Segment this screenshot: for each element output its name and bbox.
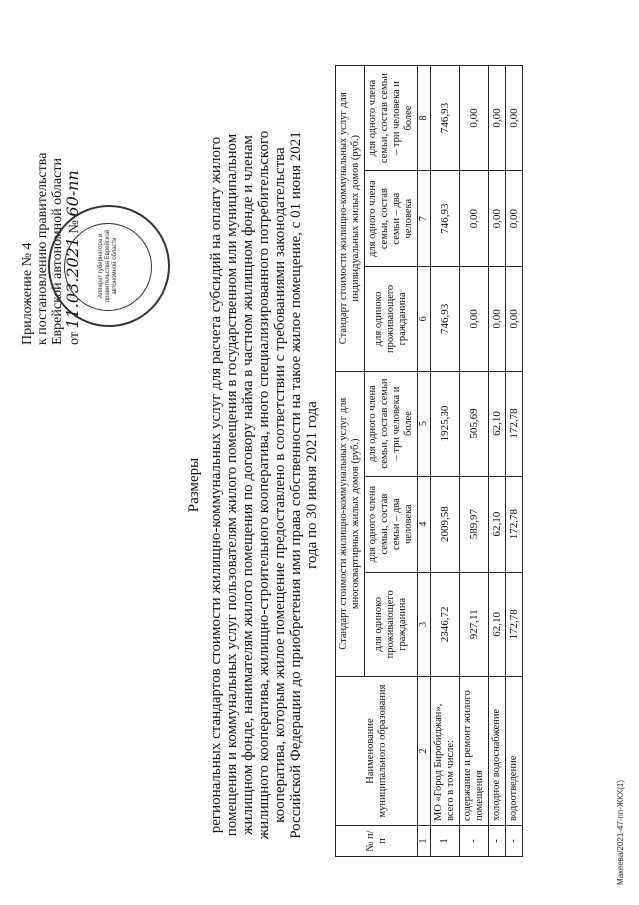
value-cell: 62,10	[489, 572, 506, 676]
value-cell: 62,10	[489, 371, 506, 476]
appendix-line-3: Еврейской автономной области	[50, 158, 65, 345]
value-cell: 0,00	[506, 171, 523, 267]
value-cell: 589,97	[460, 476, 489, 572]
header-name: Наименование муниципального образования	[336, 677, 418, 826]
value-cell: 0,00	[460, 267, 489, 371]
subheader-5: для одного члена семьи, состав семьи – два человека	[365, 171, 418, 267]
subheader-3: для одного члена семьи, состав семьи – три человека и более	[365, 371, 418, 476]
header-num: № п/п	[336, 826, 418, 857]
column-index-row	[418, 66, 431, 857]
value-cell: 0,00	[489, 66, 506, 171]
subheader-2: для одного члена семьи, состав семьи – два человека	[365, 476, 418, 572]
table-row	[489, 66, 506, 857]
table-row	[506, 66, 523, 857]
handwritten-number: 60-пп	[63, 170, 82, 217]
title-heading: Размеры	[186, 457, 202, 513]
value-cell: 746,93	[431, 66, 460, 171]
handwritten-date: 11.03.2021	[63, 236, 82, 329]
index-cell: 5	[418, 371, 431, 476]
footer-reference: Макеева/2021-47-пп-ЖКХ(1)	[616, 779, 625, 885]
seal-text: Аппарат губернатора и правительства Еврейской автономной области	[98, 229, 118, 303]
value-cell: 0,00	[460, 66, 489, 171]
index-cell: 3	[418, 572, 431, 676]
value-cell: 746,93	[431, 171, 460, 267]
value-cell: 0,00	[506, 66, 523, 171]
value-cell: 0,00	[489, 171, 506, 267]
index-cell: 8	[418, 66, 431, 171]
index-cell: 7	[418, 171, 431, 267]
table-row	[460, 66, 489, 857]
value-cell: 62,10	[489, 476, 506, 572]
subheader-1: для одиноко проживающего гражданина	[365, 572, 418, 676]
value-cell: 2009,58	[431, 476, 460, 572]
value-cell: 746,93	[431, 267, 460, 371]
row-number: -	[506, 826, 523, 857]
index-cell: 4	[418, 476, 431, 572]
row-name: МО «Город Биробиджан», всего в том числе:	[431, 677, 460, 826]
row-number: -	[460, 826, 489, 857]
official-seal	[48, 205, 170, 327]
row-name: водоотведение	[506, 677, 523, 826]
index-cell: 2	[418, 677, 431, 826]
value-cell: 505,69	[460, 371, 489, 476]
value-cell: 0,00	[506, 267, 523, 371]
row-name: содержание и ремонт жилого помещения	[460, 677, 489, 826]
value-cell: 0,00	[460, 171, 489, 267]
number-prefix: №	[67, 220, 82, 234]
header-group-houses: Стандарт стоимости жилищно-коммунальных услуг для индивидуальных жилых домов (руб.)	[336, 66, 365, 372]
table-row	[431, 66, 460, 857]
header-group-apartments: Стандарт стоимости жилищно-коммунальных услуг для многоквартирных жилых домов (руб.)	[336, 371, 365, 676]
value-cell: 172,78	[506, 371, 523, 476]
date-prefix: от	[67, 332, 82, 345]
document-title	[186, 125, 320, 845]
value-cell: 0,00	[489, 267, 506, 371]
row-number: 1	[431, 826, 460, 857]
value-cell: 2346,72	[431, 572, 460, 676]
appendix-line-2: к постановлению правительства	[35, 152, 50, 345]
value-cell: 927,11	[460, 572, 489, 676]
index-cell: 6	[418, 267, 431, 371]
index-cell: 1	[418, 826, 431, 857]
row-name: холодное водоснабжение	[489, 677, 506, 826]
row-number: -	[489, 826, 506, 857]
value-cell: 1925,30	[431, 371, 460, 476]
title-body: региональных стандартов стоимости жилищно-коммунальных услуг для расчета субсидий на оплату жилого помещения и коммунальных услуг пользователям жилого помещения в государственном или муниципальном жилищном фонде, нанимателям жилого помещения по договору найма в частном жилищном фонде и членам жилищного кооператива, жилищно-строительного кооператива, иного специализированного потребительского кооператива, которым жилое помещение предоставлено в соответствии с требованиями законодательства Российской Федерации до приобретения ими права собственности на такое жилое помещение, с 01 июня 2021 года по 30 июня 2021 года	[208, 130, 320, 840]
subheader-4: для одиноко проживающего гражданина	[365, 267, 418, 371]
appendix-line-1: Приложение № 4	[20, 242, 35, 345]
value-cell: 172,78	[506, 476, 523, 572]
subheader-6: для одного члена семьи, состав семьи – три человека и более	[365, 66, 418, 171]
standards-table	[335, 65, 523, 857]
value-cell: 172,78	[506, 572, 523, 676]
